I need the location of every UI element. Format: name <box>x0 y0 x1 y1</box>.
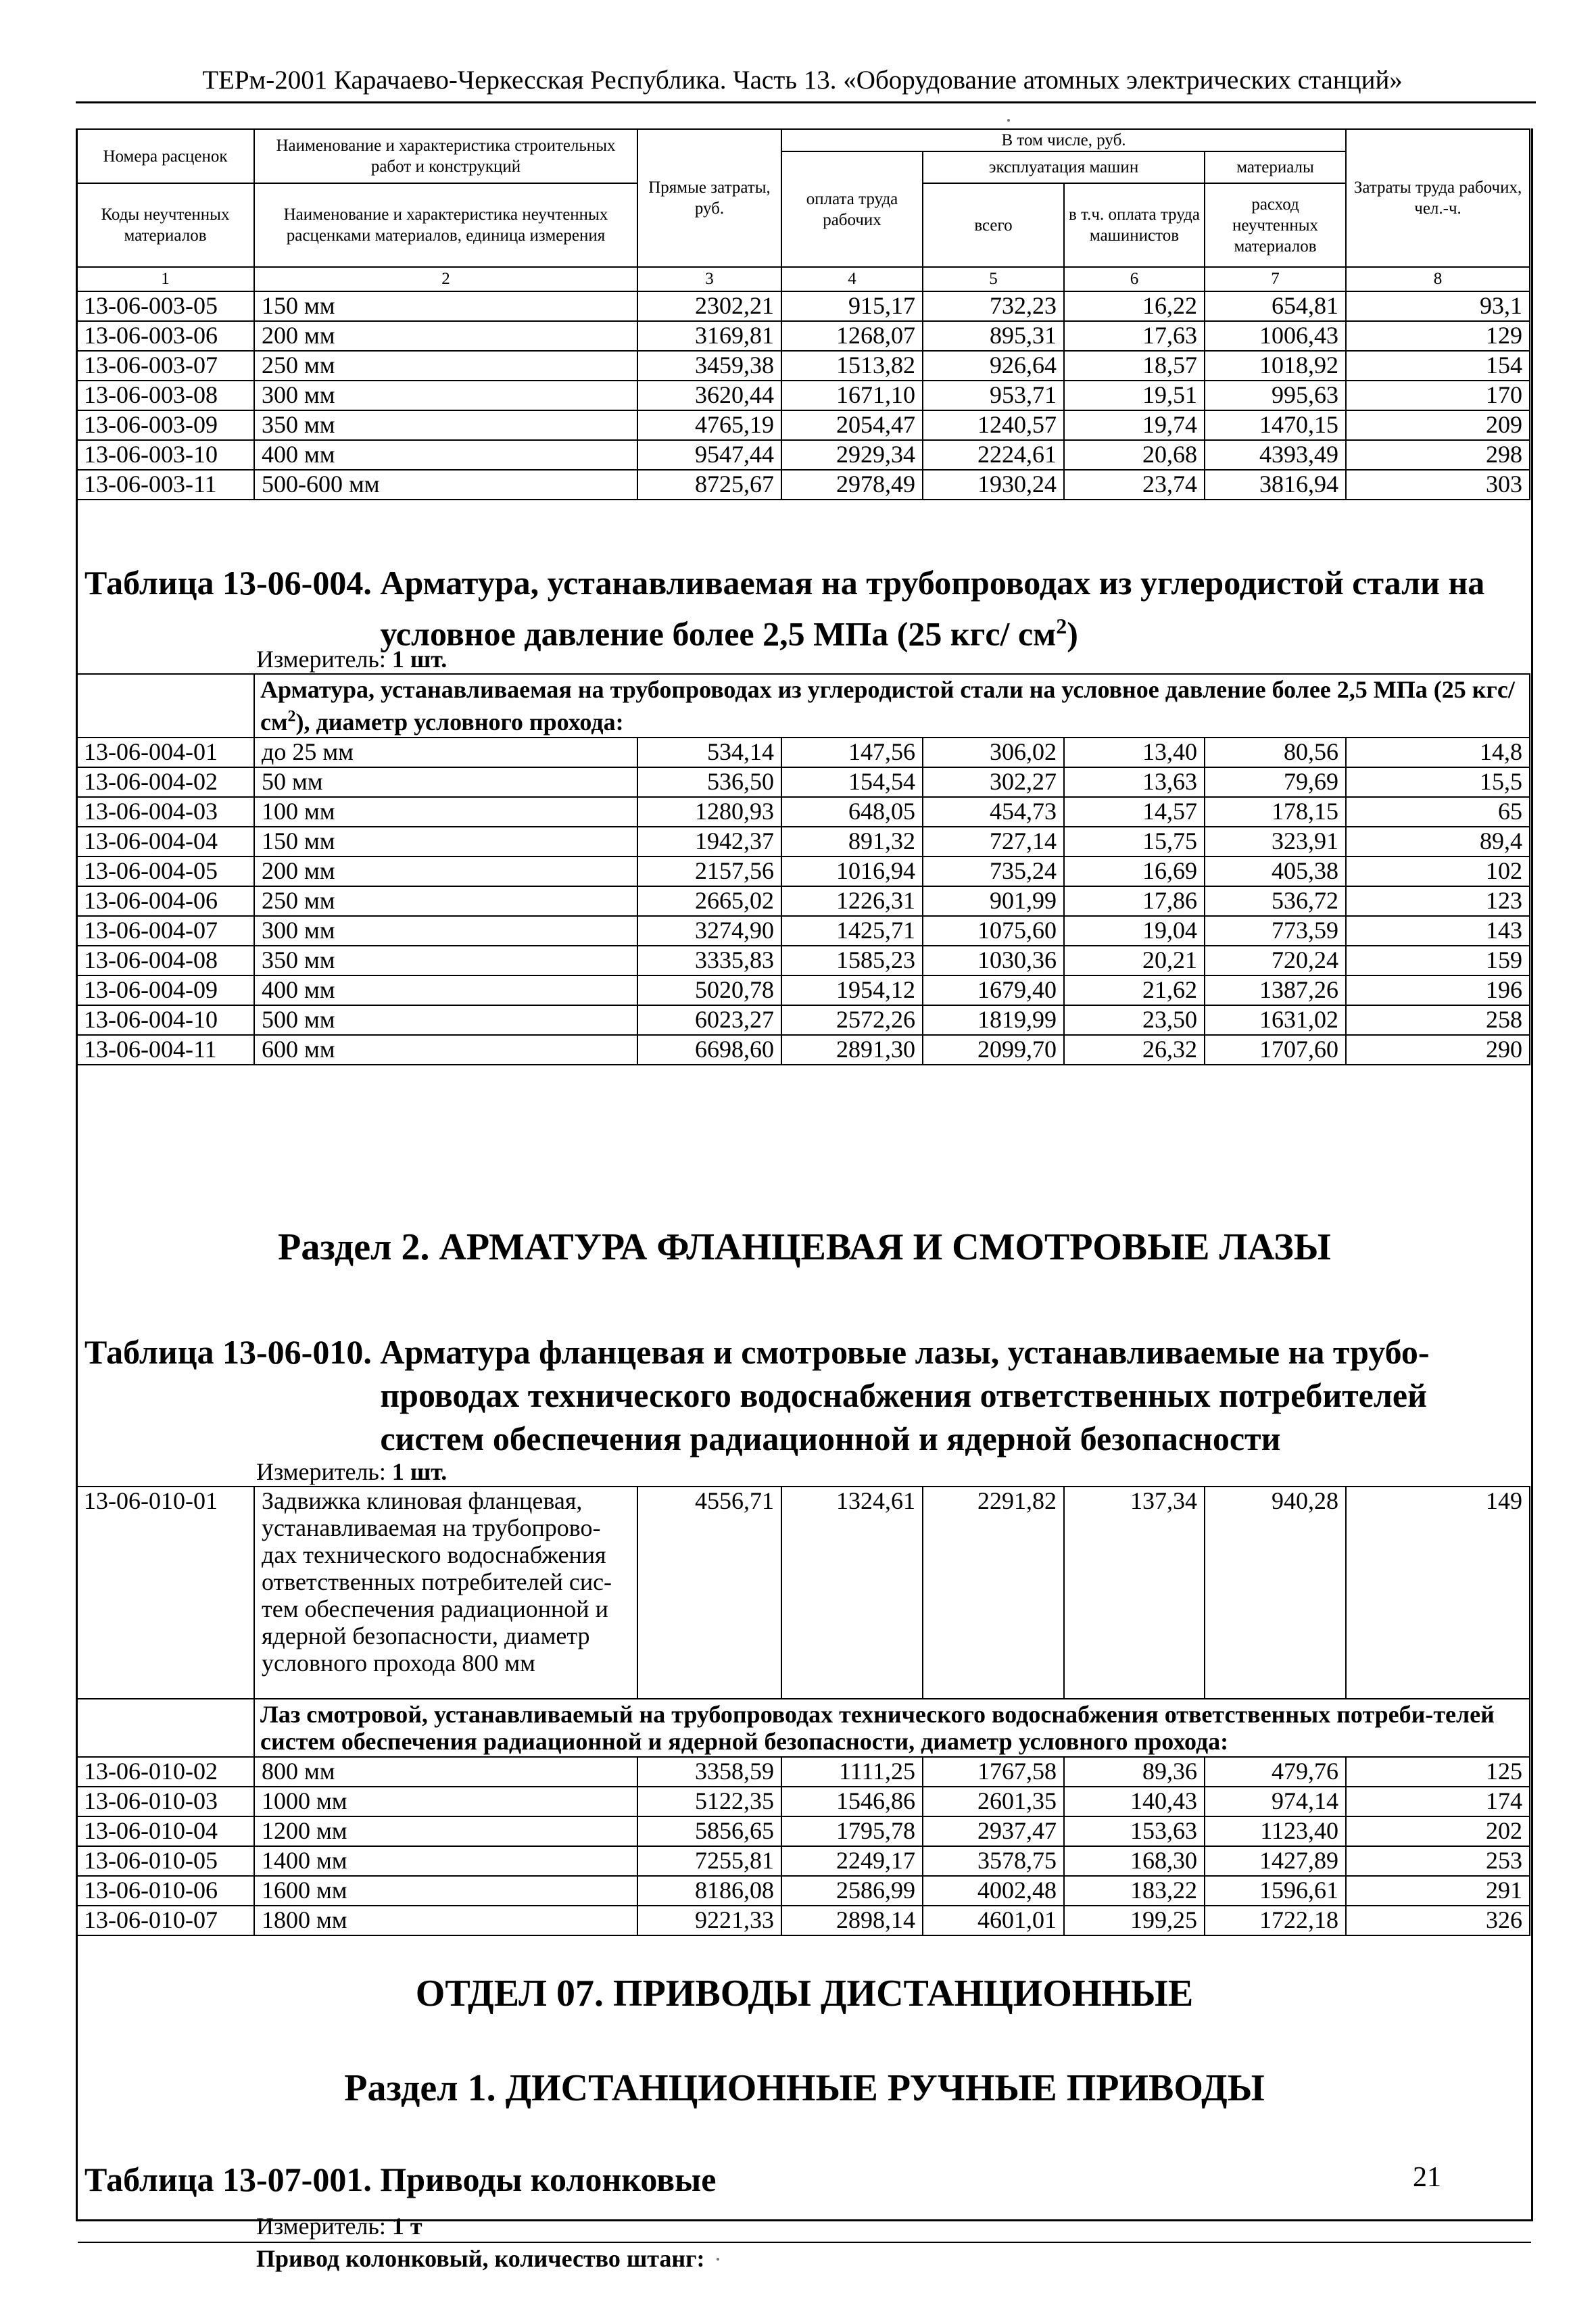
row-value: 895,31 <box>923 321 1064 351</box>
row-value: 536,72 <box>1205 886 1346 916</box>
row-label: 250 мм <box>254 351 637 381</box>
rate-code: 13-06-004-11 <box>76 1035 254 1065</box>
row-value: 405,38 <box>1205 857 1346 886</box>
row-value: 21,62 <box>1064 975 1205 1005</box>
row-value: 303 <box>1346 470 1530 500</box>
rate-code: 13-06-003-11 <box>76 470 254 500</box>
rate-code: 13-06-003-08 <box>76 381 254 410</box>
row-value: 129 <box>1346 321 1530 351</box>
col-num: 2 <box>254 267 637 291</box>
rate-code: 13-06-003-05 <box>76 291 254 321</box>
row-value: 19,74 <box>1064 410 1205 440</box>
col-head-codes: Коды неучтенных материалов <box>76 183 254 267</box>
row-value: 23,50 <box>1064 1005 1205 1035</box>
row-label: 300 мм <box>254 381 637 410</box>
row-value: 253 <box>1346 1846 1530 1876</box>
row-value: 5020,78 <box>637 975 781 1005</box>
row-label: 500 мм <box>254 1005 637 1035</box>
row-value: 2099,70 <box>923 1035 1064 1065</box>
row-value: 3459,38 <box>637 351 781 381</box>
row-value: 1016,94 <box>781 857 923 886</box>
row-value: 1268,07 <box>781 321 923 351</box>
row-value: 1427,89 <box>1205 1846 1346 1876</box>
row-value: 3816,94 <box>1205 470 1346 500</box>
row-value: 16,22 <box>1064 291 1205 321</box>
row-value: 7255,81 <box>637 1846 781 1876</box>
row-value: 5122,35 <box>637 1787 781 1816</box>
table-row <box>76 381 1530 410</box>
row-value: 79,69 <box>1205 767 1346 797</box>
row-value: 3358,59 <box>637 1757 781 1787</box>
row-value: 199,25 <box>1064 1906 1205 1935</box>
row-label: 350 мм <box>254 946 637 975</box>
row-value: 2891,30 <box>781 1035 923 1065</box>
page-header: ТЕРм-2001 Карачаево-Черкесская Республика. Часть 13. «Оборудование атомных электрических станций» <box>202 66 1403 95</box>
row-value: 1075,60 <box>923 916 1064 946</box>
table-13-07-001-rule <box>78 2242 1531 2243</box>
row-value: 1707,60 <box>1205 1035 1346 1065</box>
col-num: 5 <box>923 267 1064 291</box>
row-label: 200 мм <box>254 857 637 886</box>
row-value: 1030,36 <box>923 946 1064 975</box>
table-row <box>76 827 1530 857</box>
row-value: 1722,18 <box>1205 1906 1346 1935</box>
row-value: 89,4 <box>1346 827 1530 857</box>
row-value: 2937,47 <box>923 1816 1064 1846</box>
rate-code: 13-06-010-06 <box>76 1876 254 1906</box>
rate-code: 13-06-004-02 <box>76 767 254 797</box>
row-value: 995,63 <box>1205 381 1346 410</box>
row-label: 1600 мм <box>254 1876 637 1906</box>
row-value: 1387,26 <box>1205 975 1346 1005</box>
row-value: 89,36 <box>1064 1757 1205 1787</box>
row-value: 454,73 <box>923 797 1064 827</box>
rate-code: 13-06-003-07 <box>76 351 254 381</box>
row-value: 1819,99 <box>923 1005 1064 1035</box>
row-value: 8725,67 <box>637 470 781 500</box>
row-label: 400 мм <box>254 440 637 470</box>
col-head-incl: В том числе, руб. <box>781 129 1346 151</box>
table-row <box>76 1876 1530 1906</box>
col-head-machinist: в т.ч. оплата труда машинистов <box>1064 183 1205 267</box>
row-value: 125 <box>1346 1757 1530 1787</box>
row-value: 4601,01 <box>923 1906 1064 1935</box>
row-value: 1470,15 <box>1205 410 1346 440</box>
row-value: 302,27 <box>923 767 1064 797</box>
row-value: 1513,82 <box>781 351 923 381</box>
table-row <box>76 1035 1530 1065</box>
table-row: 13-06-010-01 Задвижка клиновая фланцевая, устанавливаемая на трубопрово-дах технического водоснабжения ответственных потребителей сис-тем обеспечения радиационной и ядерной безопасности, диаметр условного прохода 800 мм 4556,71 1324,61 2291,82 137,34 940,28 149 <box>76 1487 1530 1699</box>
table-row <box>76 1816 1530 1846</box>
row-value: 159 <box>1346 946 1530 975</box>
scan-dot <box>1007 119 1010 122</box>
row-value: 3169,81 <box>637 321 781 351</box>
row-value: 20,68 <box>1064 440 1205 470</box>
row-value: 17,86 <box>1064 886 1205 916</box>
col-num: 8 <box>1346 267 1530 291</box>
rate-code: 13-06-004-08 <box>76 946 254 975</box>
row-value: 3335,83 <box>637 946 781 975</box>
rate-code: 13-06-004-05 <box>76 857 254 886</box>
rate-code: 13-06-010-02 <box>76 1757 254 1787</box>
row-label: 300 мм <box>254 916 637 946</box>
table-row <box>76 351 1530 381</box>
rate-code: 13-06-004-10 <box>76 1005 254 1035</box>
row-value: 13,40 <box>1064 738 1205 767</box>
row-value: 290 <box>1346 1035 1530 1065</box>
group-13-06-004: Арматура, устанавливаемая на трубопроводах из углеродистой стали на условное давление более 2,5 МПа (25 кгс/ $см^2$), диаметр условного прохода: <box>254 674 1530 738</box>
col-num: 3 <box>637 267 781 291</box>
row-value: 3274,90 <box>637 916 781 946</box>
row-value: 9221,33 <box>637 1906 781 1935</box>
row-value: 536,50 <box>637 767 781 797</box>
row-value: 2249,17 <box>781 1846 923 1876</box>
row-value: 534,14 <box>637 738 781 767</box>
row-value: 735,24 <box>923 857 1064 886</box>
row-label: 350 мм <box>254 410 637 440</box>
table-row <box>76 767 1530 797</box>
row-value: 14,57 <box>1064 797 1205 827</box>
row-value: 20,21 <box>1064 946 1205 975</box>
row-value: 773,59 <box>1205 916 1346 946</box>
row-label: 250 мм <box>254 886 637 916</box>
col-num: 1 <box>76 267 254 291</box>
row-value: 140,43 <box>1064 1787 1205 1816</box>
rate-code: 13-06-004-07 <box>76 916 254 946</box>
col-head-total: всего <box>923 183 1064 267</box>
row-value: 1585,23 <box>781 946 923 975</box>
row-value: 298 <box>1346 440 1530 470</box>
row-value: 123 <box>1346 886 1530 916</box>
section-2-heading: Раздел 2. АРМАТУРА ФЛАНЦЕВАЯ И СМОТРОВЫЕ ЛАЗЫ <box>278 1226 1331 1268</box>
rate-code: 13-06-003-10 <box>76 440 254 470</box>
document-frame <box>76 128 1533 2272</box>
group-13-07-001: Привод колонковый, количество штанг: <box>256 2245 705 2272</box>
row-value: 6698,60 <box>637 1035 781 1065</box>
rate-code: 13-06-004-01 <box>76 738 254 767</box>
table-title-13-07-001: Таблица 13-07-001. Приводы колонковые <box>84 2161 717 2198</box>
row-value: 26,32 <box>1064 1035 1205 1065</box>
table-row <box>76 1787 1530 1816</box>
row-value: 23,74 <box>1064 470 1205 500</box>
group-13-06-010: Лаз смотровой, устанавливаемый на трубопроводах технического водоснабжения ответственных потреби-телей систем обеспечения радиационной и ядерной безопасности, диаметр условного прохода: <box>254 1699 1530 1757</box>
table-title-13-06-010: Таблица 13-06-010. Арматура фланцевая и смотровые лазы, устанавливаемые на трубо- проводах технического водоснабжения ответственных потребителей систем обеспечения радиационной и ядерной безопасности <box>84 1333 1430 1457</box>
row-value: 901,99 <box>923 886 1064 916</box>
table-title-13-06-004: Таблица 13-06-004. Арматура, устанавливаемая на трубопроводах из углеродистой стали на условное давление более 2,5 МПа (25 кгс/ $см^2$) <box>84 564 1485 653</box>
row-value: 5856,65 <box>637 1816 781 1846</box>
row-value: 8186,08 <box>637 1876 781 1906</box>
page-number: 21 <box>1413 2162 1441 2193</box>
row-label: 200 мм <box>254 321 637 351</box>
meter-13-06-004: Измеритель: 1 шт. <box>256 646 448 673</box>
row-value: 1006,43 <box>1205 321 1346 351</box>
row-label: 150 мм <box>254 827 637 857</box>
dept-07-heading: ОТДЕЛ 07. ПРИВОДЫ ДИСТАНЦИОННЫЕ <box>415 1973 1194 2015</box>
col-num: 7 <box>1205 267 1346 291</box>
rate-code: 13-06-010-04 <box>76 1816 254 1846</box>
row-value: 168,30 <box>1064 1846 1205 1876</box>
row-value: 1425,71 <box>781 916 923 946</box>
row-value: 323,91 <box>1205 827 1346 857</box>
row-value: 1795,78 <box>781 1816 923 1846</box>
table-row <box>76 470 1530 500</box>
row-value: 720,24 <box>1205 946 1346 975</box>
col-head-machines: эксплуатация машин <box>923 151 1205 183</box>
row-value: 2572,26 <box>781 1005 923 1035</box>
col-head-name-bottom: Наименование и характеристика неучтенных расценками материалов, единица измерения <box>254 183 637 267</box>
row-value: 16,69 <box>1064 857 1205 886</box>
row-value: 479,76 <box>1205 1757 1346 1787</box>
meter-13-06-010: Измеритель: 1 шт. <box>256 1458 448 1485</box>
row-value: 154,54 <box>781 767 923 797</box>
row-value: 1942,37 <box>637 827 781 857</box>
row-value: 15,75 <box>1064 827 1205 857</box>
col-head-direct: Прямые затраты, руб. <box>637 129 781 267</box>
row-value: 209 <box>1346 410 1530 440</box>
row-value: 19,51 <box>1064 381 1205 410</box>
row-value: 953,71 <box>923 381 1064 410</box>
table-row <box>76 440 1530 470</box>
row-value: 3620,44 <box>637 381 781 410</box>
row-value: 18,57 <box>1064 351 1205 381</box>
row-value: 1546,86 <box>781 1787 923 1816</box>
row-value: 1631,02 <box>1205 1005 1346 1035</box>
row-label: 1000 мм <box>254 1787 637 1816</box>
table-row <box>76 1906 1530 1935</box>
row-value: 9547,44 <box>637 440 781 470</box>
meter-13-07-001: Измеритель: 1 т <box>256 2213 422 2240</box>
table-row <box>76 1757 1530 1787</box>
rate-code: 13-06-004-04 <box>76 827 254 857</box>
rate-code: 13-06-004-03 <box>76 797 254 827</box>
row-value: 65 <box>1346 797 1530 827</box>
table-row <box>76 1846 1530 1876</box>
row-label: 800 мм <box>254 1757 637 1787</box>
table-row <box>76 857 1530 886</box>
row-label: 500-600 мм <box>254 470 637 500</box>
col-head-name-top: Наименование и характеристика строительных работ и конструкций <box>254 129 637 183</box>
table-row <box>76 975 1530 1005</box>
row-value: 178,15 <box>1205 797 1346 827</box>
row-value: 202 <box>1346 1816 1530 1846</box>
row-value: 1767,58 <box>923 1757 1064 1787</box>
row-value: 2978,49 <box>781 470 923 500</box>
row-value: 1240,57 <box>923 410 1064 440</box>
col-head-wages: оплата труда рабочих <box>781 151 923 267</box>
row-value: 915,17 <box>781 291 923 321</box>
row-value: 4393,49 <box>1205 440 1346 470</box>
rate-code: 13-06-004-06 <box>76 886 254 916</box>
row-value: 170 <box>1346 381 1530 410</box>
row-value: 1226,31 <box>781 886 923 916</box>
row-value: 2586,99 <box>781 1876 923 1906</box>
row-value: 93,1 <box>1346 291 1530 321</box>
row-value: 4765,19 <box>637 410 781 440</box>
table-row <box>76 321 1530 351</box>
table-13-06-003 <box>76 128 1530 500</box>
row-value: 2054,47 <box>781 410 923 440</box>
row-label: 100 мм <box>254 797 637 827</box>
row-value: 14,8 <box>1346 738 1530 767</box>
rate-code: 13-06-010-07 <box>76 1906 254 1935</box>
row-value: 648,05 <box>781 797 923 827</box>
col-head-material-use: расход неучтенных материалов <box>1205 183 1346 267</box>
table-row <box>76 886 1530 916</box>
row-value: 727,14 <box>923 827 1064 857</box>
row-value: 154 <box>1346 351 1530 381</box>
rate-code: 13-06-010-03 <box>76 1787 254 1816</box>
row-label: 600 мм <box>254 1035 637 1065</box>
row-value: 891,32 <box>781 827 923 857</box>
row-label: 1400 мм <box>254 1846 637 1876</box>
row-value: 974,14 <box>1205 1787 1346 1816</box>
table-row <box>76 410 1530 440</box>
row-value: 2665,02 <box>637 886 781 916</box>
scan-dot <box>717 2258 719 2261</box>
col-num: 6 <box>1064 267 1205 291</box>
row-value: 196 <box>1346 975 1530 1005</box>
section-1-heading: Раздел 1. ДИСТАНЦИОННЫЕ РУЧНЫЕ ПРИВОДЫ <box>344 2067 1265 2109</box>
row-value: 13,63 <box>1064 767 1205 797</box>
rate-code: 13-06-003-09 <box>76 410 254 440</box>
row-value: 153,63 <box>1064 1816 1205 1846</box>
row-value: 1679,40 <box>923 975 1064 1005</box>
row-value: 6023,27 <box>637 1005 781 1035</box>
row-value: 258 <box>1346 1005 1530 1035</box>
table-row <box>76 797 1530 827</box>
row-value: 1111,25 <box>781 1757 923 1787</box>
row-value: 654,81 <box>1205 291 1346 321</box>
row-value: 1018,92 <box>1205 351 1346 381</box>
rate-code: 13-06-004-09 <box>76 975 254 1005</box>
row-value: 326 <box>1346 1906 1530 1935</box>
row-label: 1800 мм <box>254 1906 637 1935</box>
row-value: 15,5 <box>1346 767 1530 797</box>
table-row <box>76 291 1530 321</box>
row-value: 2929,34 <box>781 440 923 470</box>
row-value: 732,23 <box>923 291 1064 321</box>
row-value: 147,56 <box>781 738 923 767</box>
row-value: 1954,12 <box>781 975 923 1005</box>
row-value: 1930,24 <box>923 470 1064 500</box>
row-value: 2157,56 <box>637 857 781 886</box>
row-value: 19,04 <box>1064 916 1205 946</box>
row-value: 1596,61 <box>1205 1876 1346 1906</box>
row-value: 2224,61 <box>923 440 1064 470</box>
table-row <box>76 916 1530 946</box>
row-value: 291 <box>1346 1876 1530 1906</box>
rate-code: 13-06-010-05 <box>76 1846 254 1876</box>
row-label: 1200 мм <box>254 1816 637 1846</box>
row-value: 2302,21 <box>637 291 781 321</box>
row-value: 1123,40 <box>1205 1816 1346 1846</box>
row-value: 183,22 <box>1064 1876 1205 1906</box>
table-row <box>76 738 1530 767</box>
table-13-06-010 <box>76 1486 1530 1936</box>
table-row <box>76 1005 1530 1035</box>
table-13-06-004 <box>76 673 1530 1065</box>
row-value: 4002,48 <box>923 1876 1064 1906</box>
row-value: 1671,10 <box>781 381 923 410</box>
row-label: 400 мм <box>254 975 637 1005</box>
col-head-materials: материалы <box>1205 151 1346 183</box>
row-value: 2898,14 <box>781 1906 923 1935</box>
row-value: 80,56 <box>1205 738 1346 767</box>
row-value: 102 <box>1346 857 1530 886</box>
row-value: 306,02 <box>923 738 1064 767</box>
row-value: 174 <box>1346 1787 1530 1816</box>
row-value: 3578,75 <box>923 1846 1064 1876</box>
row-value: 1280,93 <box>637 797 781 827</box>
row-value: 2601,35 <box>923 1787 1064 1816</box>
row-label: до 25 мм <box>254 738 637 767</box>
row-value: 17,63 <box>1064 321 1205 351</box>
rate-code: 13-06-003-06 <box>76 321 254 351</box>
col-head-numbers: Номера расценок <box>76 129 254 183</box>
row-label: 150 мм <box>254 291 637 321</box>
row-label: 50 мм <box>254 767 637 797</box>
header-rule <box>76 101 1536 103</box>
row-value: 143 <box>1346 916 1530 946</box>
table-row <box>76 946 1530 975</box>
row-value: 926,64 <box>923 351 1064 381</box>
col-head-labor: Затраты труда рабочих, чел.-ч. <box>1346 129 1530 267</box>
col-num: 4 <box>781 267 923 291</box>
